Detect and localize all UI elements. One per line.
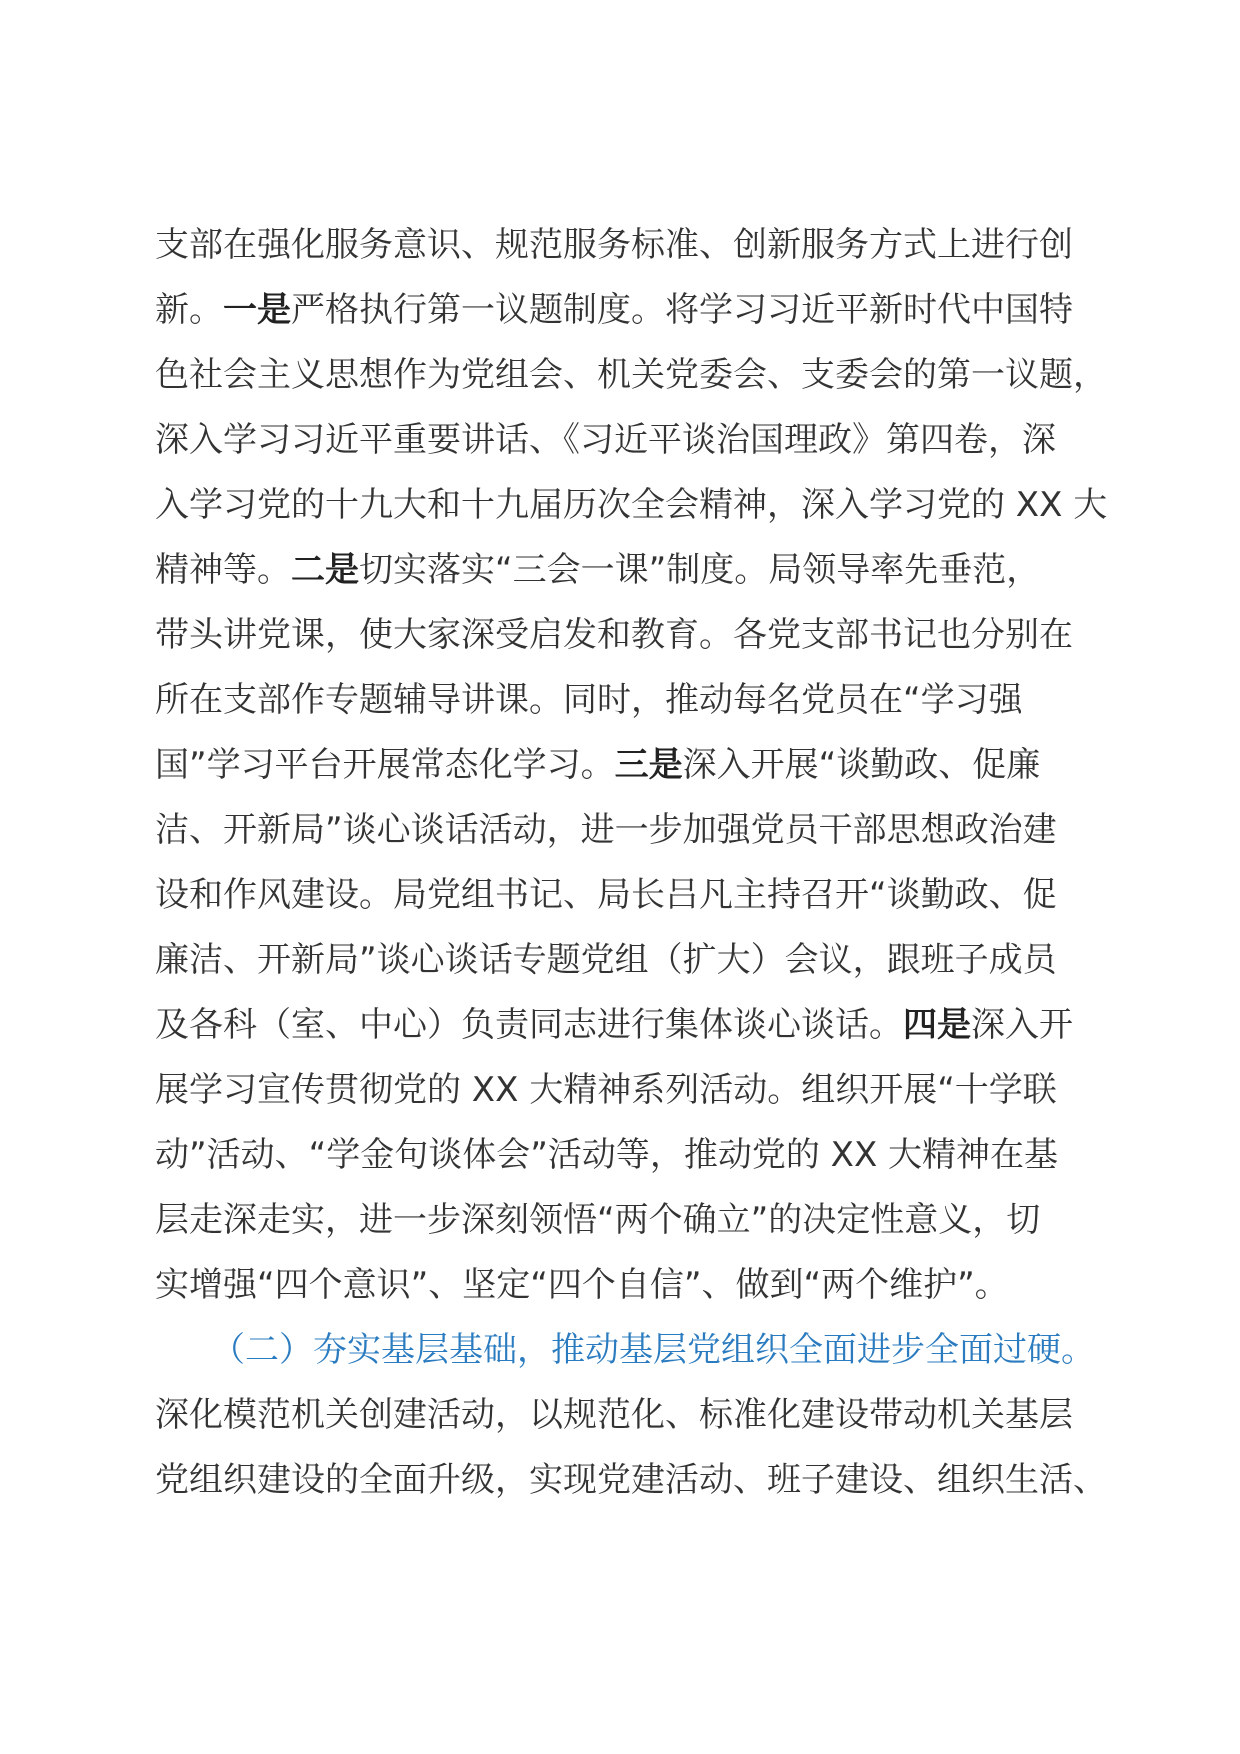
text-line xyxy=(155,798,1095,863)
text-run: 带头讲党课，使大家深受启发和教育。各党支部书记也分别在 xyxy=(155,615,1073,655)
bold-marker: 二是 xyxy=(291,550,359,590)
text-line xyxy=(155,603,1095,668)
text-run: 国”学习平台开展常态化学习。 xyxy=(155,745,615,785)
body-text xyxy=(155,213,1108,1513)
text-line xyxy=(155,213,1095,278)
text-run: 深入开展“谈勤政、促廉 xyxy=(682,745,1041,785)
text-run: 展学习宣传贯彻党的 XX 大精神系列活动。组织开展“十学联 xyxy=(155,1070,1057,1110)
text-run: 切实落实“三会一课”制度。局领导率先垂范， xyxy=(359,550,1041,590)
text-run: 深化模范机关创建活动，以规范化、标准化建设带动机关基层 xyxy=(155,1395,1073,1435)
text-line xyxy=(155,343,1107,408)
text-line xyxy=(155,928,1095,993)
text-run: 洁、开新局”谈心谈话活动，进一步加强党员干部思想政治建 xyxy=(155,810,1057,850)
text-run: 层走深走实，进一步深刻领悟“两个确立”的决定性意义，切 xyxy=(155,1200,1041,1240)
text-line xyxy=(155,668,1095,733)
text-run: 入学习党的十九大和十九届历次全会精神，深入学习党的 XX 大 xyxy=(155,485,1108,525)
text-run: 深入开 xyxy=(971,1005,1073,1045)
text-line xyxy=(155,473,1108,538)
text-run: 新。 xyxy=(155,290,223,330)
text-run: 色社会主义思想作为党组会、机关党委会、支委会的第一议题， xyxy=(155,355,1107,395)
text-run: 精神等。 xyxy=(155,550,291,590)
text-line xyxy=(155,1058,1095,1123)
bold-marker: 三是 xyxy=(614,745,683,785)
text-line xyxy=(155,993,1095,1058)
text-line xyxy=(155,1188,1095,1253)
text-line xyxy=(155,863,1095,928)
text-run: 党组织建设的全面升级，实现党建活动、班子建设、组织生活、 xyxy=(155,1460,1107,1500)
bold-marker: 四是 xyxy=(903,1005,971,1045)
text-line xyxy=(155,1123,1095,1188)
text-run: 及各科（室、中心）负责同志进行集体谈心谈话。 xyxy=(155,1005,903,1045)
text-line xyxy=(155,538,1095,603)
text-line xyxy=(155,1383,1095,1448)
text-run: 廉洁、开新局”谈心谈话专题党组（扩大）会议，跟班子成员 xyxy=(155,940,1057,980)
section-heading: （二）夯实基层基础，推动基层党组织全面进步全面过硬。 xyxy=(211,1330,1095,1370)
text-run: 支部在强化服务意识、规范服务标准、创新服务方式上进行创 xyxy=(155,225,1073,265)
text-run: 深入学习习近平重要讲话、《习近平谈治国理政》第四卷，深 xyxy=(155,420,1056,460)
text-line xyxy=(155,1318,1095,1383)
text-run: 严格执行第一议题制度。将学习习近平新时代中国特 xyxy=(291,290,1073,330)
text-run: 设和作风建设。局党组书记、局长吕凡主持召开“谈勤政、促 xyxy=(155,875,1057,915)
text-line xyxy=(155,733,1095,798)
text-line xyxy=(155,278,1095,343)
text-line xyxy=(155,1253,1095,1318)
text-run: 所在支部作专题辅导讲课。同时，推动每名党员在“学习强 xyxy=(155,680,1023,720)
text-run: 动”活动、“学金句谈体会”活动等，推动党的 XX 大精神在基 xyxy=(155,1135,1059,1175)
text-run: 实增强“四个意识”、坚定“四个自信”、做到“两个维护”。 xyxy=(155,1265,1009,1305)
text-line xyxy=(155,1448,1107,1513)
bold-marker: 一是 xyxy=(223,290,291,330)
text-line xyxy=(155,408,1095,473)
